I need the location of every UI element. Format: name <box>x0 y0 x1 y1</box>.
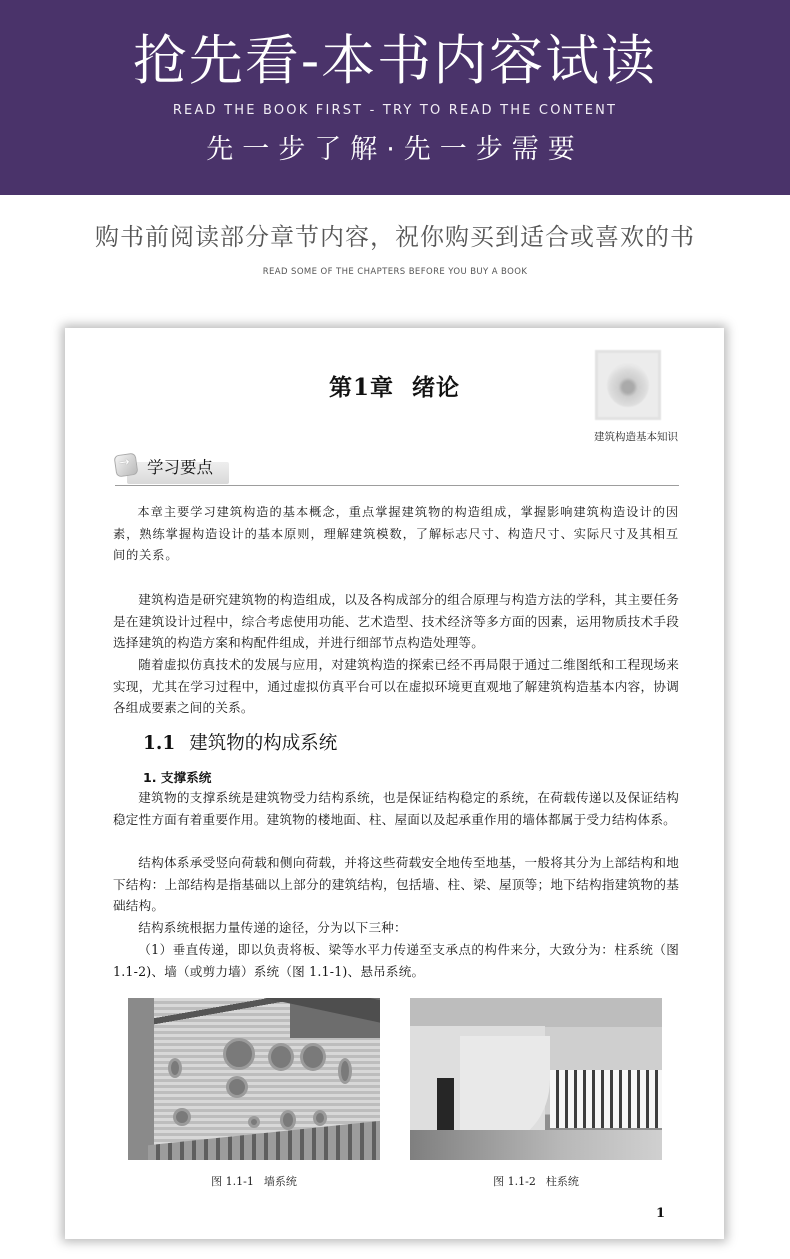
book-page-preview <box>65 328 724 1239</box>
intro-heading: 购书前阅读部分章节内容，祝你购买到适合或喜欢的书 <box>95 223 695 251</box>
banner-title: 抢先看-本书内容试读 <box>132 29 658 92</box>
keypoints-summary: 本章主要学习建筑构造的基本概念，重点掌握建筑物的构造组成，掌握影响建筑构造设计的因素，熟练掌握构造设计的基本原则，理解建筑模数，了解标志尺寸、构造尺寸、实际尺寸及其相互间的关系。 <box>113 505 679 563</box>
figure-column-system-photo <box>410 998 662 1160</box>
section-number: 1.1 <box>143 733 176 754</box>
section-name: 建筑物的构成系统 <box>189 733 338 754</box>
arrow-icon <box>114 453 139 478</box>
section-paragraph-2: 结构体系承受竖向荷载和侧向荷载，并将这些荷载安全地传至地基，一般将其分为上部结构和地下结构：上部结构是指基础以上部分的建筑结构，包括墙、柱、梁、屋顶等；地下结构指建筑物的基础结构。 <box>113 855 679 914</box>
figure-label-1: 墙系统 <box>263 1175 297 1188</box>
section-title <box>143 731 337 757</box>
intro-paragraph-2: 随着虚拟仿真技术的发展与应用，对建筑构造的探索已经不再局限于通过二维图纸和工程现场来实现，尤其在学习过程中，通过虚拟仿真平台可以在虚拟环境更直观地了解建筑构造基本内容，协调各组成要素之间的关系。 <box>113 657 679 716</box>
book-name: 建筑构造基本知识 <box>594 431 678 443</box>
banner-slogan: 先一步了解·先一步需要 <box>206 134 584 165</box>
header-banner <box>0 0 790 195</box>
chapter-number: 第1章 <box>328 374 394 401</box>
section-paragraph-4: （1）垂直传递，即以负责将板、梁等水平力传递至支承点的构件来分，大致分为：柱系统（图 1.1-2)、墙（或剪力墙）系统（图 1.1-1)、悬吊系统。 <box>113 942 679 979</box>
intro-subheading: READ SOME OF THE CHAPTERS BEFORE YOU BUY A BOOK <box>262 267 528 277</box>
figure-wall-system-photo <box>128 998 380 1160</box>
section-paragraph-1: 建筑物的支撑系统是建筑物受力结构系统，也是保证结构稳定的系统，在荷载传递以及保证结构稳定性方面有着重要作用。建筑物的楼地面、柱、屋面以及起承重作用的墙体都属于受力结构体系。 <box>113 790 679 827</box>
figure-number-2: 图 1.1-2 <box>493 1175 536 1188</box>
banner-subtitle: READ THE BOOK FIRST - TRY TO READ THE CONTENT <box>172 103 618 118</box>
figure-caption-1 <box>128 1174 380 1190</box>
figure-number-1: 图 1.1-1 <box>211 1175 254 1188</box>
keypoints-label: 学习要点 <box>147 458 213 477</box>
figure-label-2: 柱系统 <box>545 1175 579 1188</box>
page-number: 1 <box>655 1206 665 1221</box>
intro-paragraph-1: 建筑构造是研究建筑物的构造组成，以及各构成部分的组合原理与构造方法的学科，其主要任务是在建筑设计过程中，综合考虑使用功能、艺术造型、技术经济等多方面的因素，运用物质技术手段选择建筑的构造方案和构配件组成，并进行细部节点构造处理等。 <box>113 592 679 651</box>
book-seal-icon <box>595 350 661 420</box>
keypoints-header <box>115 454 679 486</box>
section-paragraph-3: 结构系统根据力量传递的途径，分为以下三种： <box>138 920 407 935</box>
chapter-name: 绪论 <box>412 374 460 401</box>
figure-caption-2 <box>410 1174 662 1190</box>
subsection-title: 1. 支撑系统 <box>143 770 212 785</box>
